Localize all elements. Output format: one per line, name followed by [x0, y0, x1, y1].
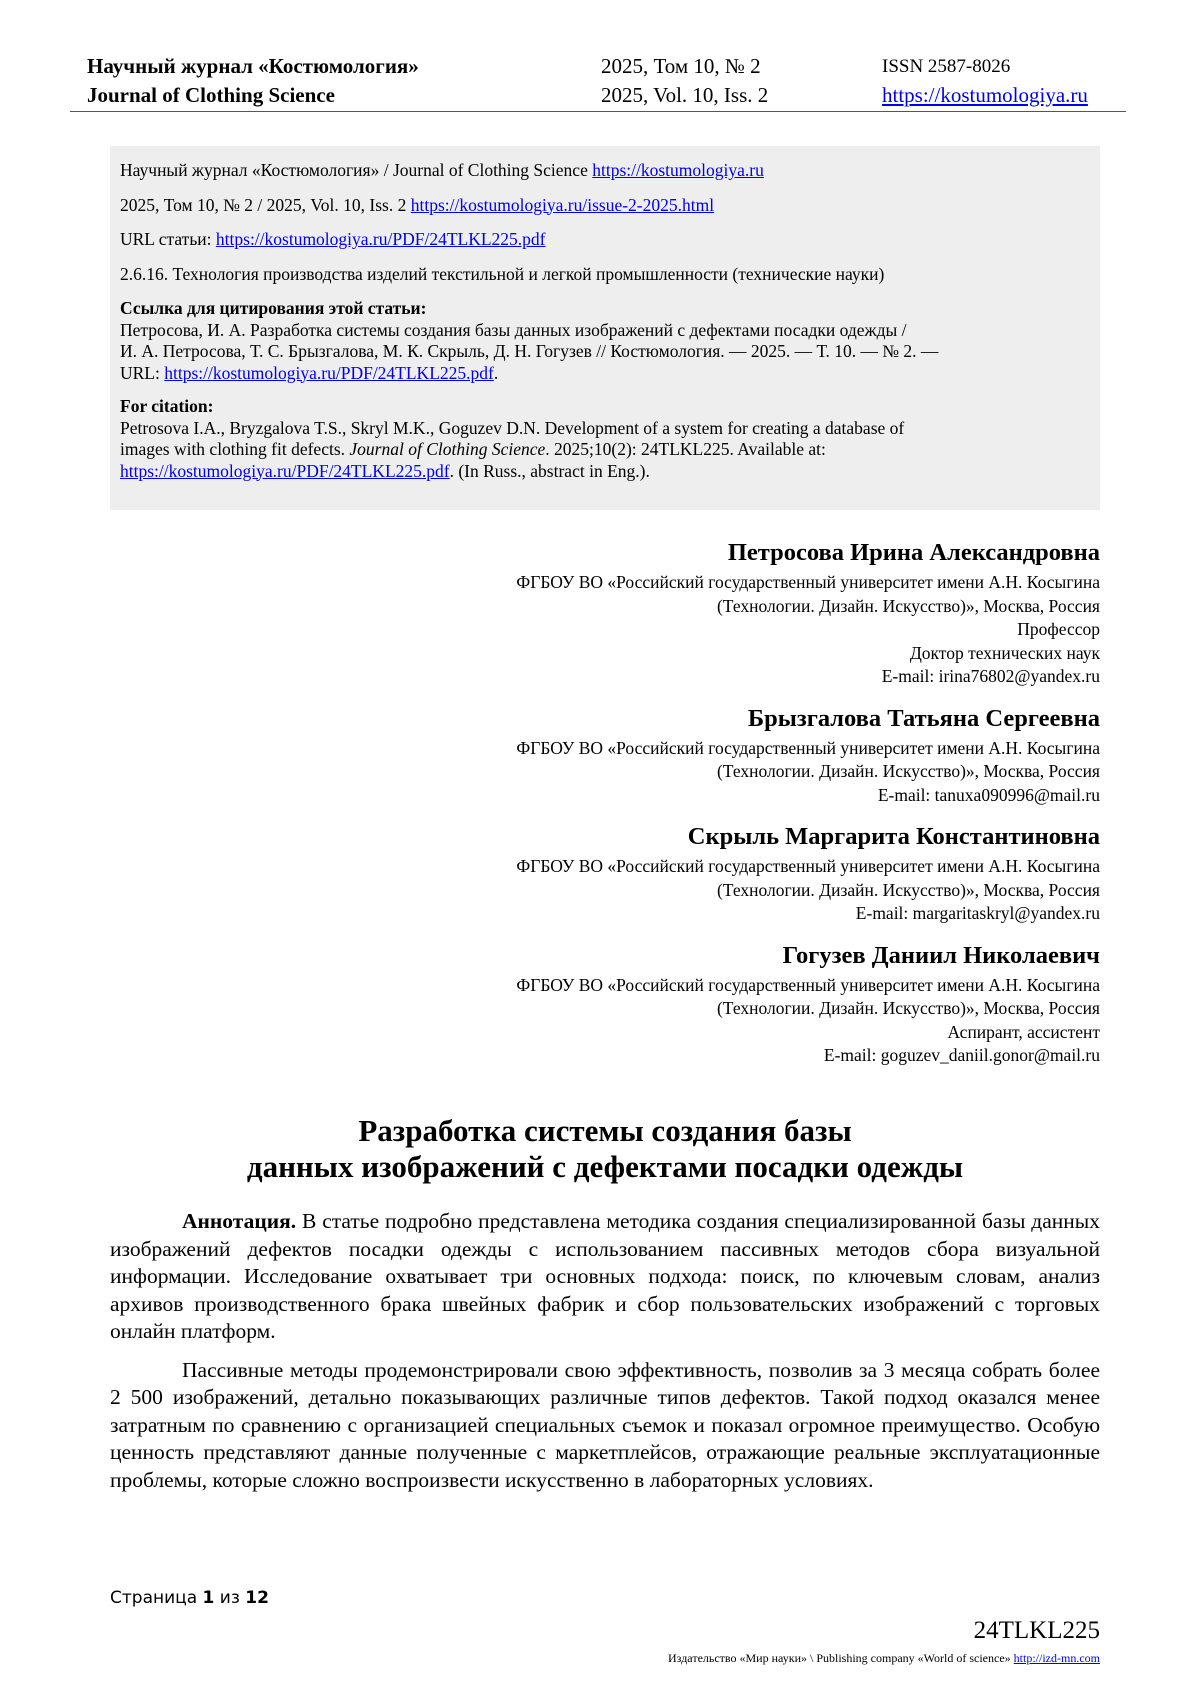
- author-block: [110, 822, 1100, 926]
- page-number: Страница 1 из 12: [110, 1588, 269, 1608]
- author-email: E-mail: irina76802@yandex.ru: [881, 666, 1100, 686]
- author-block: [110, 704, 1100, 808]
- article-title: [110, 1113, 1100, 1185]
- author-affiliation: (Технологии. Дизайн. Искусство)», Москва, Россия: [716, 998, 1100, 1018]
- author-name: Брызгалова Татьяна Сергеевна: [747, 704, 1100, 732]
- journal-meta: [882, 52, 1088, 110]
- issue-link[interactable]: https://kostumologiya.ru/issue-2-2025.html: [410, 194, 715, 215]
- citation-ru-link[interactable]: https://kostumologiya.ru/PDF/24TLKL225.pdf: [164, 362, 494, 383]
- author-block: [110, 941, 1100, 1068]
- citation-box: [110, 146, 1100, 510]
- abstract-label: Аннотация.: [182, 1209, 297, 1233]
- site-link[interactable]: https://kostumologiya.ru: [882, 83, 1088, 107]
- citation-ru-line1: Петросова, И. А. Разработка системы создания базы данных изображений с дефектами посадки одежды /: [120, 319, 907, 340]
- citebox-specialty: 2.6.16. Технология производства изделий текстильной и легкой промышленности (технические науки): [120, 263, 885, 284]
- publisher-line: Издательство «Мир науки» \ Publishing company «World of science» http://izd-mn.com: [668, 1651, 1100, 1665]
- authors-list: [110, 538, 1100, 1083]
- author-name: Петросова Ирина Александровна: [727, 539, 1100, 566]
- citation-ru: [120, 298, 1090, 384]
- author-email: E-mail: margaritaskryl@yandex.ru: [855, 903, 1100, 923]
- author-affiliation: ФГБОУ ВО «Российский государственный университет имени А.Н. Косыгина: [516, 974, 1100, 995]
- header-divider: [70, 111, 1126, 112]
- citation-en-line3: https://kostumologiya.ru/PDF/24TLKL225.pdf. (In Russ., abstract in Eng.).: [120, 460, 650, 481]
- citebox-url: URL статьи: https://kostumologiya.ru/PDF/24TLKL225.pdf: [120, 229, 546, 249]
- citebox-journal: Научный журнал «Костюмология» / Journal of Clothing Science https://kostumologiya.ru: [120, 160, 764, 180]
- author-affiliation: ФГБОУ ВО «Российский государственный университет имени А.Н. Косыгина: [516, 572, 1100, 592]
- issue-info-en: 2025, Vol. 10, Iss. 2: [601, 83, 769, 107]
- citation-en-label: For citation:: [120, 396, 214, 416]
- issn: ISSN 2587-8026: [882, 56, 1011, 77]
- citation-en-link[interactable]: https://kostumologiya.ru/PDF/24TLKL225.pdf: [120, 460, 450, 481]
- author-email: E-mail: goguzev_daniil.gonor@mail.ru: [823, 1045, 1100, 1065]
- issue-info: [601, 52, 768, 110]
- citation-en-line2: images with clothing fit defects. Journal of Clothing Science. 2025;10(2): 24TLKL225. Available at:: [120, 439, 826, 459]
- author-affiliation: (Технологии. Дизайн. Искусство)», Москва, Россия: [716, 761, 1100, 781]
- citation-ru-line2: И. А. Петросова, Т. С. Брызгалова, М. К. Скрыль, Д. Н. Гогузев // Костюмология. — 2025. — Т. 10. — № 2. —: [120, 341, 939, 361]
- article-title-line2: данных изображений с дефектами посадки одежды: [246, 1149, 964, 1184]
- journal-title-en: Journal of Clothing Science: [87, 83, 335, 107]
- author-name: Гогузев Даниил Николаевич: [782, 941, 1100, 969]
- author-block: [110, 538, 1100, 689]
- author-email: E-mail: tanuxa090996@mail.ru: [877, 784, 1100, 805]
- issue-info-ru: 2025, Том 10, № 2: [601, 54, 761, 78]
- author-name: Скрыль Маргарита Константиновна: [687, 823, 1100, 850]
- citation-en-line1: Petrosova I.A., Bryzgalova T.S., Skryl M.K., Goguzev D.N. Development of a system for creating a database of: [120, 417, 905, 438]
- author-position: Аспирант, ассистент: [947, 1021, 1100, 1042]
- author-affiliation: ФГБОУ ВО «Российский государственный университет имени А.Н. Косыгина: [516, 737, 1100, 758]
- publisher-link[interactable]: http://izd-mn.com: [1013, 1651, 1100, 1665]
- author-degree: Доктор технических наук: [909, 642, 1100, 663]
- author-affiliation: ФГБОУ ВО «Российский государственный университет имени А.Н. Косыгина: [516, 856, 1100, 876]
- journal-title: [87, 52, 419, 110]
- article-code: 24TLKL225: [973, 1617, 1100, 1644]
- abstract-paragraph: Аннотация. В статье подробно представлена методика создания специализированной базы данных изображений дефектов посадки одежды с использованием пассивных методов сбора визуальной информации. Исследование охватывает три основных подхода: поиск, по ключевым словам, анализ архивов производственного брака швейных фабрик и сбор пользовательских изображений с торговых онлайн платформ.: [110, 1209, 1100, 1343]
- author-affiliation: (Технологии. Дизайн. Искусство)», Москва, Россия: [716, 879, 1100, 900]
- citation-ru-label: Ссылка для цитирования этой статьи:: [120, 298, 427, 318]
- citation-ru-url: URL: https://kostumologiya.ru/PDF/24TLKL225.pdf.: [120, 362, 499, 383]
- citebox-issue: 2025, Том 10, № 2 / 2025, Vol. 10, Iss. 2 https://kostumologiya.ru/issue-2-2025.html: [120, 194, 715, 215]
- citation-en-journal: Journal of Clothing Science: [349, 439, 546, 459]
- abstract: [110, 1208, 1100, 1505]
- journal-title-ru: Научный журнал «Костюмология»: [87, 54, 419, 78]
- article-url-link[interactable]: https://kostumologiya.ru/PDF/24TLKL225.pdf: [215, 229, 546, 249]
- journal-link[interactable]: https://kostumologiya.ru: [592, 160, 764, 180]
- abstract-paragraph: Пассивные методы продемонстрировали свою эффективность, позволив за 3 месяца собрать более 2 500 изображений, детально показывающих различные типов дефектов. Такой подход оказался менее затратным по сравнению с организацией специальных съемок и показал огромное преимущество. Особую ценность представляют данные полученные с маркетплейсов, отражающие реальные эксплуатационные проблемы, которые сложно воспроизвести искусственно в лабораторных условиях.: [110, 1357, 1100, 1492]
- citation-en: [120, 396, 1090, 482]
- article-title-line1: Разработка системы создания базы: [358, 1113, 852, 1148]
- author-position: Профессор: [1017, 619, 1100, 639]
- author-affiliation: (Технологии. Дизайн. Искусство)», Москва, Россия: [716, 595, 1100, 616]
